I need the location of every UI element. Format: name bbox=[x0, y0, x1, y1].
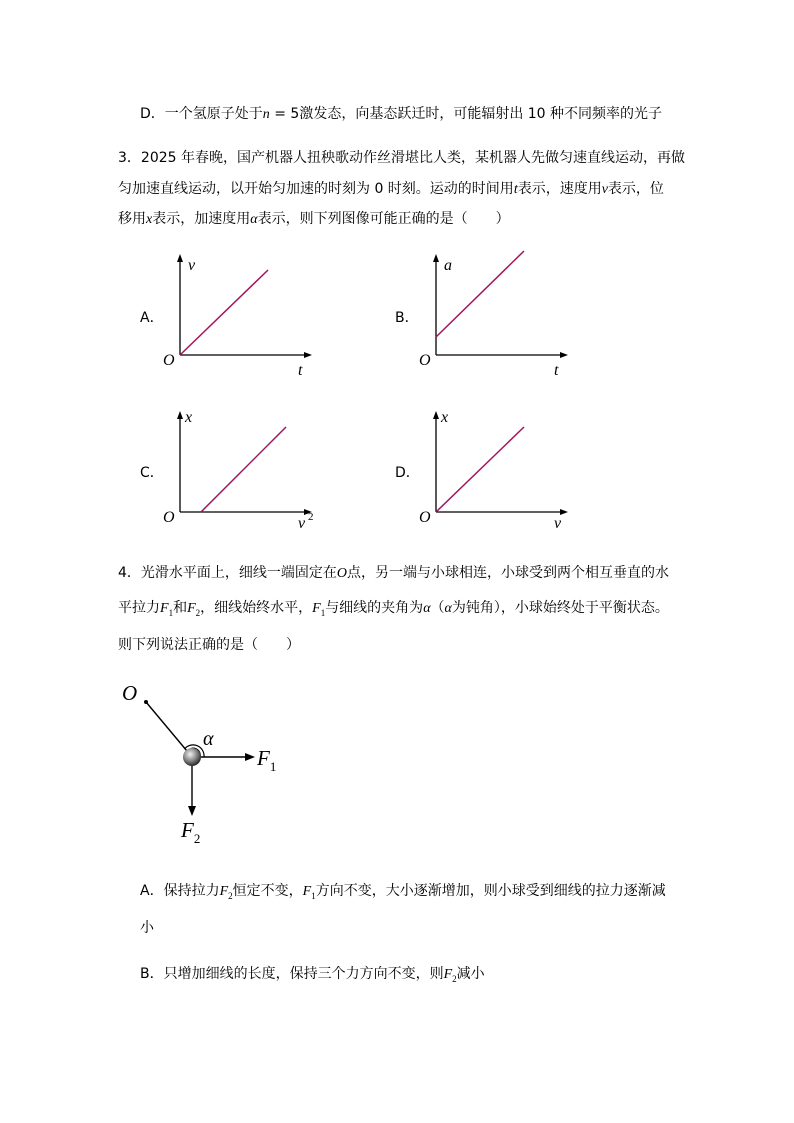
stem-text: （ bbox=[430, 600, 445, 616]
q4-option-a-line1 bbox=[140, 880, 666, 901]
point-o: O bbox=[336, 566, 348, 581]
x-axis-superscript: 2 bbox=[308, 511, 314, 523]
graph-line bbox=[436, 427, 524, 512]
x-axis-label: t bbox=[554, 362, 559, 379]
f2-arrow-head bbox=[188, 806, 196, 816]
graph-c bbox=[160, 402, 335, 537]
q3-stem-line2 bbox=[118, 178, 664, 198]
force-f1 bbox=[160, 601, 173, 616]
label-f1 bbox=[256, 746, 276, 774]
label-alpha: α bbox=[203, 728, 214, 750]
stem-text: 表示，速度用 bbox=[517, 181, 602, 197]
variable-x: x bbox=[146, 212, 153, 227]
q4-option-a-line2: 小 bbox=[140, 920, 154, 936]
force-diagram bbox=[115, 675, 315, 850]
graph-line bbox=[201, 427, 286, 512]
equation-value: = 5 bbox=[269, 106, 300, 122]
graph-d bbox=[416, 402, 576, 537]
option-text: D．一个氢原子处于 bbox=[140, 106, 263, 122]
force-subscript: 2 bbox=[228, 890, 233, 901]
q4-stem-line1 bbox=[118, 562, 669, 582]
y-axis-label: x bbox=[185, 409, 193, 426]
force-subscript: 2 bbox=[452, 973, 457, 984]
origin-label: O bbox=[419, 509, 431, 526]
option-text: 减小 bbox=[456, 966, 485, 982]
force-subscript: 1 bbox=[269, 759, 277, 774]
force-symbol: F bbox=[302, 884, 312, 899]
x-axis-label: t bbox=[298, 362, 303, 379]
origin-label: O bbox=[163, 509, 175, 526]
graph-c-label: C． bbox=[140, 465, 164, 481]
stem-text: 与细线的夹角为 bbox=[325, 600, 424, 616]
y-axis-arrow bbox=[433, 254, 439, 262]
force-f1 bbox=[312, 601, 325, 616]
y-axis-label: x bbox=[441, 409, 449, 426]
force-f2 bbox=[220, 884, 233, 899]
stem-text: 表示，位 bbox=[607, 181, 664, 197]
stem-text: 4．光滑水平面上，细线一端固定在 bbox=[118, 565, 337, 581]
y-axis-label: v bbox=[188, 257, 196, 274]
stem-text: 匀加速直线运动，以开始匀加速的时刻为 0 时刻。运动的时间用 bbox=[118, 181, 514, 197]
stem-text: 移用 bbox=[118, 211, 146, 227]
force-subscript: 2 bbox=[193, 831, 201, 846]
variable-alpha: α bbox=[444, 601, 452, 616]
variable-n: n bbox=[262, 107, 270, 122]
variable-v: v bbox=[601, 182, 608, 197]
stem-text: 为钝角），小球始终处于平衡状态。 bbox=[451, 600, 669, 616]
y-axis-label: a bbox=[444, 257, 452, 274]
force-subscript: 2 bbox=[195, 607, 201, 618]
ball bbox=[183, 748, 201, 766]
option-text: 方向不变，大小逐渐增加，则小球受到细线的拉力逐渐减 bbox=[315, 883, 666, 899]
option-text: B．只增加细线的长度，保持三个力方向不变，则 bbox=[140, 966, 444, 982]
graph-a-label: A． bbox=[140, 310, 164, 326]
graph-b-label: B． bbox=[395, 310, 419, 326]
y-axis-arrow bbox=[177, 254, 183, 262]
variable-alpha: α bbox=[250, 212, 258, 227]
option-text: 恒定不变， bbox=[232, 883, 303, 899]
origin-label: O bbox=[163, 352, 175, 369]
force-f2 bbox=[444, 967, 457, 982]
label-o: O bbox=[122, 681, 138, 705]
stem-text: 表示，加速度用 bbox=[152, 211, 251, 227]
label-f2 bbox=[180, 818, 200, 846]
force-subscript: 1 bbox=[311, 890, 316, 901]
stem-text: 和 bbox=[173, 600, 188, 616]
origin-label: O bbox=[419, 352, 431, 369]
force-symbol: F bbox=[219, 884, 229, 899]
force-subscript: 1 bbox=[320, 607, 326, 618]
stem-text: 平拉力 bbox=[118, 600, 160, 616]
force-subscript: 1 bbox=[168, 607, 174, 618]
force-symbol: F bbox=[187, 601, 196, 616]
force-symbol: F bbox=[160, 601, 169, 616]
force-symbol: F bbox=[181, 818, 194, 842]
y-axis-arrow bbox=[177, 411, 183, 419]
f1-arrow-head bbox=[245, 753, 255, 761]
force-f2 bbox=[187, 601, 200, 616]
option-text: 激发态，向基态跃迁时，可能辐射出 10 种不同频率的光子 bbox=[299, 106, 663, 122]
x-axis-arrow bbox=[560, 352, 568, 358]
x-axis-arrow bbox=[304, 352, 312, 358]
stem-text: 表示，则下列图像可能正确的是（ ） bbox=[257, 211, 510, 227]
q3-stem-line1: 3．2025 年春晚，国产机器人扭秧歌动作丝滑堪比人类，某机器人先做匀速直线运动，再做 bbox=[118, 150, 685, 166]
option-text: A．保持拉力 bbox=[140, 883, 220, 899]
q4-stem-line3: 则下列说法正确的是（ ） bbox=[118, 637, 300, 653]
q4-stem-line2 bbox=[118, 597, 669, 618]
variable-t: t bbox=[513, 182, 518, 197]
graph-line bbox=[180, 270, 268, 355]
x-axis-arrow bbox=[560, 509, 568, 515]
graph-a bbox=[160, 245, 320, 380]
stem-text: 点，另一端与小球相连，小球受到两个相互垂直的水 bbox=[347, 565, 670, 581]
q3-stem-line3 bbox=[118, 208, 510, 228]
force-symbol: F bbox=[443, 967, 453, 982]
variable-alpha: α bbox=[423, 601, 431, 616]
y-axis-arrow bbox=[433, 411, 439, 419]
x-axis-label: v bbox=[554, 515, 562, 532]
force-f1 bbox=[303, 884, 316, 899]
q2-option-d bbox=[140, 103, 662, 123]
force-symbol: F bbox=[312, 601, 321, 616]
graph-d-label: D． bbox=[395, 465, 420, 481]
graph-b bbox=[416, 245, 576, 380]
x-axis-label: v bbox=[298, 515, 306, 532]
q4-option-b bbox=[140, 963, 485, 984]
force-symbol: F bbox=[257, 746, 270, 770]
stem-text: ，细线始终水平， bbox=[200, 600, 313, 616]
